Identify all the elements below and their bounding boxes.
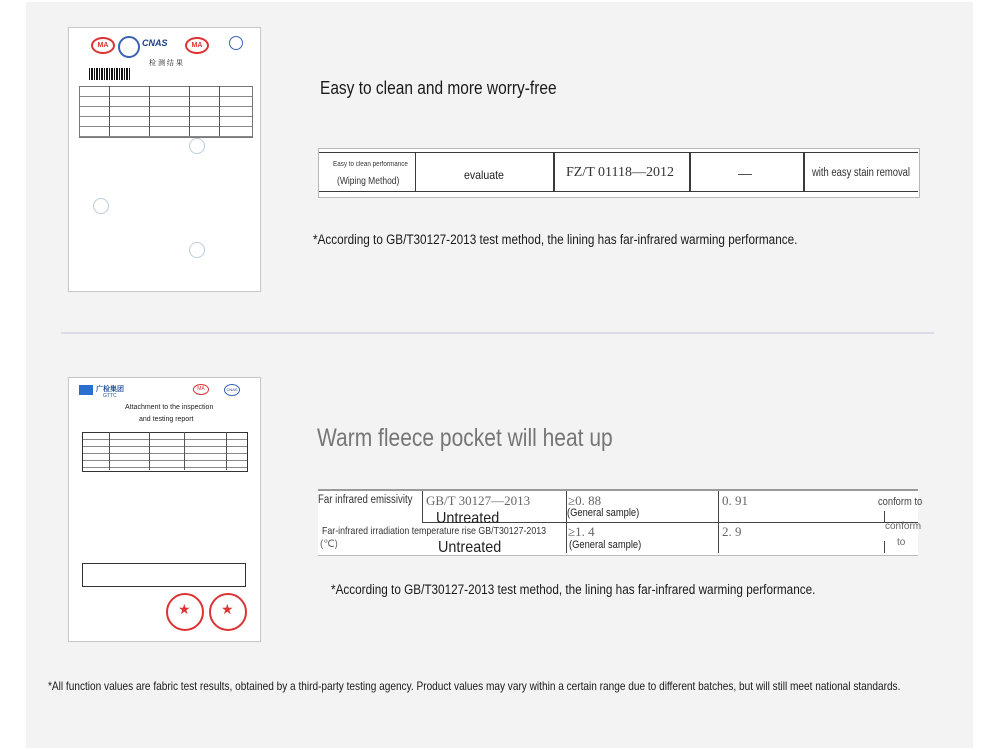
col-divider: [422, 491, 423, 522]
row2-item: Far-infrared irradiation temperature rise GB/T30127-2013: [322, 525, 547, 537]
row2-value: 2. 9: [722, 524, 742, 539]
item-method: (Wiping Method): [337, 176, 400, 187]
table-divider: [149, 86, 150, 136]
report-title: 检 测 结 果: [149, 60, 183, 67]
test-report-image-1: [68, 27, 261, 292]
table-cell-evaluation: [415, 152, 555, 192]
cnas-logo: CNAS: [224, 384, 240, 396]
red-stamp-2: ★: [209, 593, 247, 631]
table-divider: [149, 432, 150, 470]
table-divider: [219, 86, 220, 136]
table-divider: [109, 432, 110, 470]
row1-sample: Untreated: [436, 510, 500, 527]
row2-requirement: ≥1. 4: [568, 524, 595, 539]
company-logo: [79, 385, 93, 395]
agency-logo: [229, 36, 243, 50]
ma-logo: MA: [193, 384, 209, 395]
row2-requirement-note: (General sample): [569, 539, 642, 551]
table-divider: [184, 432, 185, 470]
section1-heading: Easy to clean and more worry-free: [320, 78, 557, 98]
table-divider: [109, 86, 110, 136]
row1-requirement: ≥0. 88: [568, 493, 602, 508]
report-title-line1: Attachment to the inspection: [125, 404, 214, 411]
watermark: [189, 242, 205, 258]
cnas-logo: CNAS: [142, 38, 168, 48]
table-divider: [226, 432, 227, 470]
far-infrared-table: [318, 489, 923, 556]
table-cell-result: [803, 152, 918, 192]
row1-standard: GB/T 30127—2013: [426, 493, 531, 508]
barcode: [89, 68, 131, 80]
section2-note: *According to GB/T30127-2013 test method, the lining has far-infrared warming performance.: [331, 582, 816, 597]
section-divider: [61, 332, 934, 334]
row1-requirement-note: (General sample): [567, 507, 640, 519]
ilac-logo: [118, 36, 140, 58]
ma-logo-2: MA: [185, 37, 209, 54]
ma-logo: MA: [91, 37, 115, 54]
table-cell-item: [319, 152, 416, 192]
row2-verdict-line1: conform: [885, 521, 922, 532]
results-table: [79, 86, 253, 138]
easy-clean-table: [318, 148, 920, 198]
report-title-line2: and testing report: [139, 416, 194, 423]
table-cell-standard: [553, 152, 691, 192]
test-report-image-2: [68, 377, 261, 642]
results-table: [82, 432, 248, 472]
row2-unit: (℃): [320, 539, 338, 550]
col-divider: [884, 541, 885, 553]
section2-heading: Warm fleece pocket will heat up: [317, 424, 613, 452]
row1-verdict: conform to: [878, 496, 923, 508]
requirement-text: —: [738, 165, 752, 181]
row1-value: 0. 91: [722, 493, 748, 508]
table-cell-requirement: [689, 152, 805, 192]
red-stamp-1: ★: [166, 593, 204, 631]
standard-text: FZ/T 01118—2012: [566, 165, 674, 180]
evaluation-text: evaluate: [464, 168, 504, 182]
row2-verdict-line2: to: [897, 537, 906, 548]
row2-sample: Untreated: [438, 539, 502, 556]
watermark: [189, 138, 205, 154]
item-label: Easy to clean performance: [333, 161, 408, 168]
table-divider: [189, 86, 190, 136]
result-text: with easy stain removal: [812, 167, 911, 179]
row1-item: Far infrared emissivity: [318, 494, 413, 506]
company-name-en: GTTC: [103, 393, 117, 399]
company-name: 广检集团: [96, 386, 124, 393]
footnote: *All function values are fabric test results, obtained by a third-party testing agency. Product values may vary within a certain range due to different batches, but will still meet national standards.: [48, 679, 901, 693]
watermark: [93, 198, 109, 214]
section1-note: *According to GB/T30127-2013 test method, the lining has far-infrared warming performance.: [313, 232, 798, 247]
remarks-box: [82, 563, 246, 587]
